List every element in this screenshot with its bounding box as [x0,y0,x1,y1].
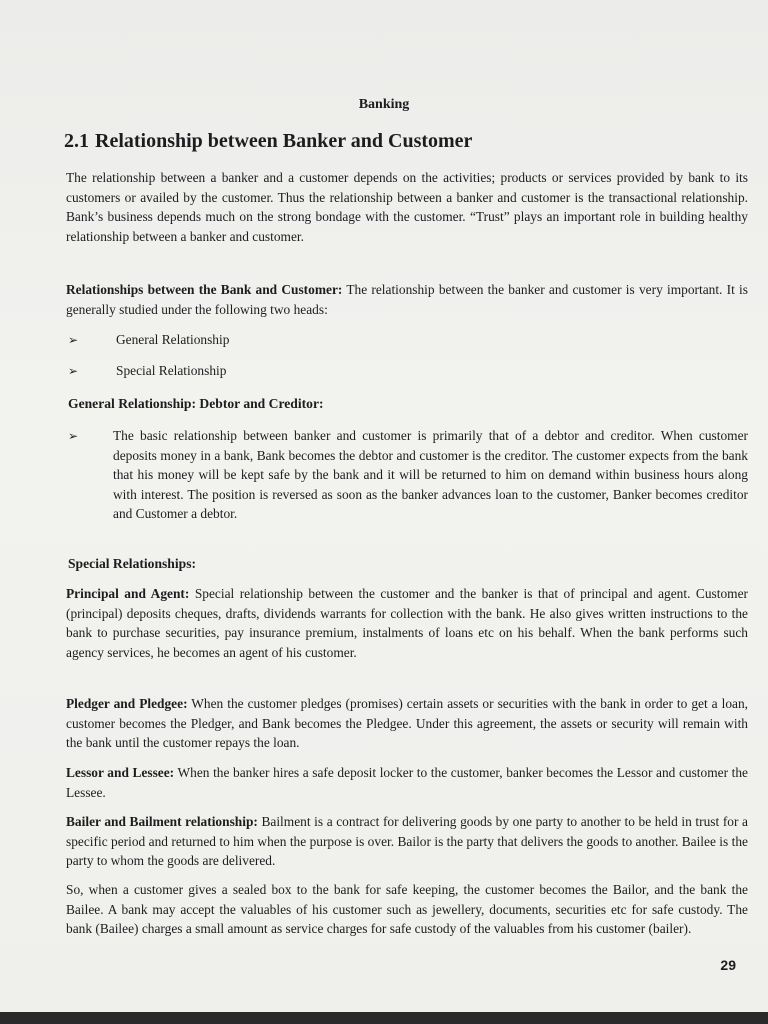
general-arrow [68,428,116,444]
bailment-lead: Bailer and Bailment relationship: [66,814,258,829]
principal-agent-paragraph [66,584,748,662]
list-item-label: Special Relationship [116,363,227,378]
special-relationships-heading: Special Relationships: [68,556,197,571]
list-item-label: General Relationship [116,332,230,347]
list-item-general [68,332,229,348]
closing-paragraph: So, when a customer gives a sealed box to the bank for safe keeping, the customer becomes the Bailor, and the bank the Bailee. A bank may accept the valuables of his customer such as jewellery, documents, securities etc for safe custody. The bank (Bailee) charges a small amount as service charges for safe custody of the valuables from his customer (bailer). [66,882,748,936]
principal-agent-text: Special relationship between the customer and the banker is that of principal and agent. Customer (principal) deposits cheques, drafts, dividends warrants for collection with the bank. He also gives written instructions to the bank to purchase securities, pay insurance premium, instalments of loans etc on his behalf. When the bank performs such agency services, he becomes an agent of his customer. [66,586,748,660]
section-number: 2.1 [64,130,89,152]
pledger-pledgee-text: When the customer pledges (promises) certain assets or securities with the bank in order to get a loan, customer becomes the Pledger, and Bank becomes the Pledgee. Under this agreement, the assets or security will remain with the bank until the customer repays the loan. [66,696,748,750]
section-title-text: Relationship between Banker and Customer [95,130,473,152]
bailment-text: Bailment is a contract for delivering goods by one party to another to be held in trust for a specific period and returned to him when the purpose is over. Bailor is the party that delivers the goods to another. Bailee is the party to whom the goods are delivered. [66,814,748,868]
pledger-pledgee-paragraph [66,694,748,753]
bailment-paragraph [66,812,748,871]
relationships-lead: Relationships between the Bank and Customer: [66,282,343,297]
general-relationship-text: The basic relationship between banker and customer is primarily that of a debtor and creditor. When customer deposits money in a bank, Bank becomes the debtor and customer is the creditor. The customer expects from the bank that his money will be kept safe by the bank and it will be returned to him on demand within business hours along with interest. The position is reversed as soon as the banker advances loan to the customer, Banker becomes creditor and Customer a debtor. [113,428,748,521]
bottom-edge-shadow [0,1012,768,1024]
arrow-bullet-icon: ➢ [68,364,79,378]
running-header: Banking [358,97,410,112]
lessor-lessee-paragraph [66,763,748,802]
lessor-lessee-text: When the banker hires a safe deposit locker to the customer, banker becomes the Lessor and customer the Lessee. [66,765,748,800]
arrow-bullet-icon: ➢ [68,333,79,347]
principal-agent-lead: Principal and Agent: [66,586,190,601]
arrow-bullet-icon: ➢ [68,429,79,443]
section-title [64,130,472,153]
page-number: 29 [720,957,736,973]
relationships-paragraph [66,280,748,319]
general-relationship-heading: General Relationship: Debtor and Creditor: [68,396,324,411]
list-item-special [68,363,226,379]
relationships-text: The relationship between the banker and customer is very important. It is generally studied under the following two heads: [66,282,748,317]
intro-paragraph: The relationship between a banker and a customer depends on the activities; products or services provided by bank to its customers or availed by the customer. Thus the relationship between a banker and customer is the transactional relationship. Bank’s business depends much on the strong bondage with the customer. “Trust” plays an important role in building healthy relationship between a banker and customer. [66,170,748,244]
lessor-lessee-lead: Lessor and Lessee: [66,765,175,780]
pledger-pledgee-lead: Pledger and Pledgee: [66,696,188,711]
